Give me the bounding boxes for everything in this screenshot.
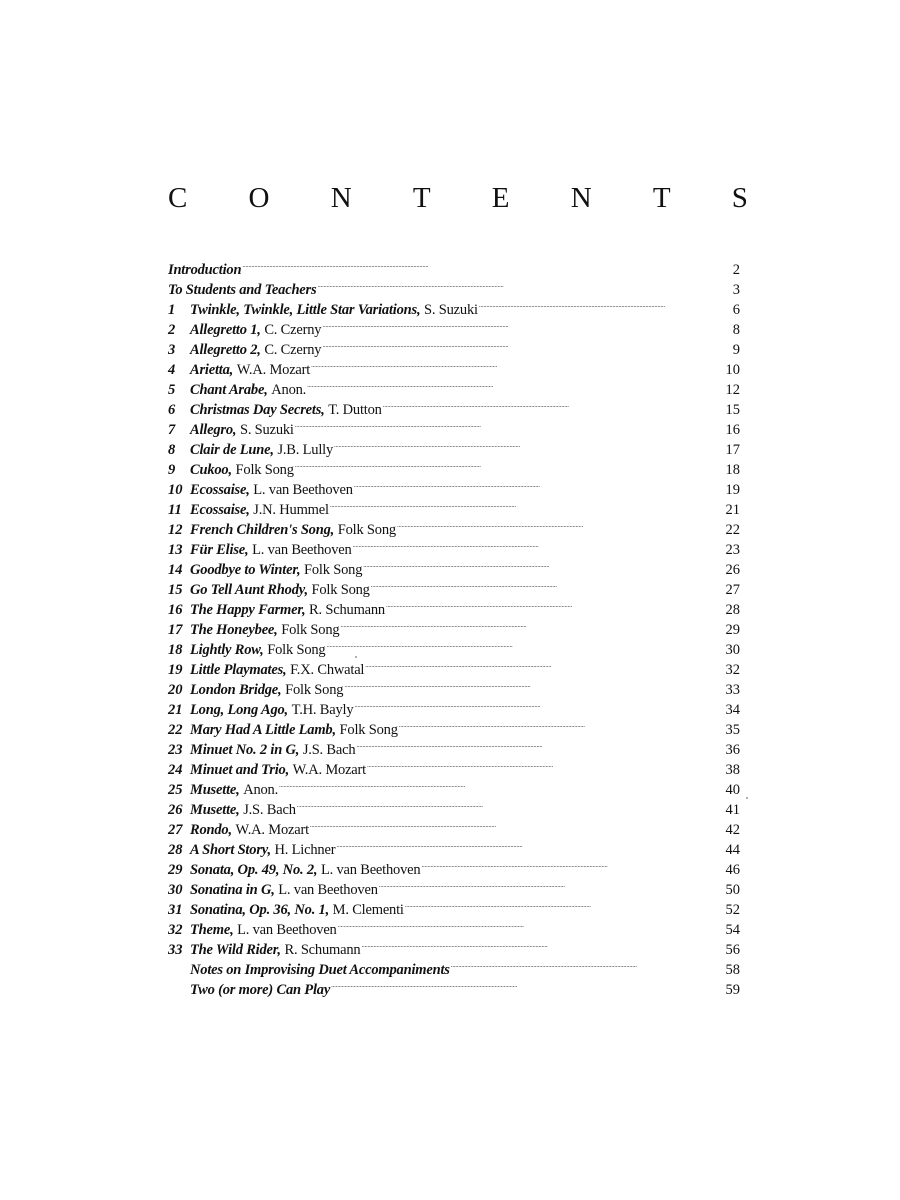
entry-composer: J.N. Hummel bbox=[253, 502, 329, 518]
entry-composer: Anon. bbox=[271, 382, 307, 398]
entry-composer: Folk Song bbox=[311, 582, 370, 598]
entry-page-number: 32 bbox=[725, 662, 740, 678]
entry-composer: L. van Beethoven bbox=[253, 482, 353, 498]
heading-letter: O bbox=[248, 182, 270, 214]
contents-heading bbox=[168, 178, 748, 218]
entry-title: Little Playmates, bbox=[190, 662, 287, 678]
table-of-contents bbox=[168, 254, 740, 998]
entry-page-number: 10 bbox=[725, 362, 740, 378]
heading-letter: S bbox=[731, 182, 748, 214]
entry-page-number: 18 bbox=[725, 462, 740, 478]
dot-leader bbox=[340, 614, 724, 634]
dot-leader bbox=[344, 674, 724, 694]
entry-number: 11 bbox=[168, 502, 182, 518]
entry-number: 19 bbox=[168, 662, 183, 678]
entry-composer: S. Suzuki bbox=[424, 302, 478, 318]
entry-composer: S. Suzuki bbox=[239, 422, 294, 438]
entry-number: 10 bbox=[168, 482, 183, 498]
entry-composer: L. van Beethoven bbox=[252, 542, 352, 558]
entry-title: Christmas Day Secrets, bbox=[190, 402, 325, 418]
entry-page-number: 27 bbox=[725, 582, 740, 598]
scan-speck bbox=[746, 797, 748, 799]
dot-leader bbox=[363, 554, 724, 574]
entry-page-number: 35 bbox=[725, 722, 740, 738]
entry-page-number: 19 bbox=[725, 482, 740, 498]
toc-entry bbox=[168, 274, 740, 298]
dot-leader bbox=[386, 594, 725, 614]
entry-composer: R. Schumann bbox=[284, 942, 361, 958]
entry-title: Musette, bbox=[190, 782, 240, 798]
entry-title: The Wild Rider, bbox=[190, 942, 281, 958]
entry-page-number: 2 bbox=[732, 262, 740, 278]
entry-title: Minuet No. 2 in G, bbox=[190, 742, 300, 758]
entry-title: Minuet and Trio, bbox=[190, 762, 289, 778]
entry-title: London Bridge, bbox=[190, 682, 282, 698]
entry-title: To Students and Teachers bbox=[168, 282, 317, 298]
entry-number: 21 bbox=[168, 702, 183, 718]
entry-title: Sonatina in G, bbox=[190, 882, 275, 898]
entry-page-number: 50 bbox=[725, 882, 740, 898]
entry-number: 16 bbox=[168, 602, 183, 618]
entry-number: 25 bbox=[168, 782, 183, 798]
entry-title: Long, Long Ago, bbox=[190, 702, 288, 718]
entry-page-number: 16 bbox=[725, 422, 740, 438]
entry-title: A Short Story, bbox=[190, 842, 271, 858]
entry-composer: W.A. Mozart bbox=[236, 362, 311, 378]
entry-composer: W.A. Mozart bbox=[292, 762, 366, 778]
entry-title: Ecossaise, bbox=[190, 502, 250, 518]
entry-composer: Folk Song bbox=[337, 522, 396, 538]
dot-leader bbox=[421, 854, 724, 874]
entry-number: 33 bbox=[168, 942, 183, 958]
dot-leader bbox=[338, 914, 725, 934]
entry-page-number: 40 bbox=[725, 782, 740, 798]
entry-title: Allegretto 2, bbox=[190, 342, 261, 358]
dot-leader bbox=[242, 254, 731, 274]
dot-leader bbox=[310, 814, 725, 834]
heading-letter: T bbox=[652, 182, 671, 214]
entry-title: The Happy Farmer, bbox=[190, 602, 306, 618]
dot-leader bbox=[361, 934, 724, 954]
dot-leader bbox=[334, 434, 724, 454]
entry-number: 13 bbox=[168, 542, 183, 558]
entry-composer: L. van Beethoven bbox=[320, 862, 421, 878]
entry-page-number: 56 bbox=[725, 942, 740, 958]
entry-title: Introduction bbox=[168, 262, 242, 278]
entry-page-number: 42 bbox=[725, 822, 740, 838]
entry-number: 27 bbox=[168, 822, 183, 838]
entry-number: 6 bbox=[168, 402, 176, 418]
dot-leader bbox=[307, 374, 724, 394]
entry-composer: T. Dutton bbox=[328, 402, 382, 418]
entry-page-number: 59 bbox=[725, 982, 740, 998]
dot-leader bbox=[279, 774, 724, 794]
dot-leader bbox=[356, 734, 724, 754]
entry-composer: J.S. Bach bbox=[302, 742, 356, 758]
entry-page-number: 21 bbox=[725, 502, 740, 518]
entry-title: Twinkle, Twinkle, Little Star Variations, bbox=[190, 302, 421, 318]
entry-title: Go Tell Aunt Rhody, bbox=[190, 582, 308, 598]
entry-number: 30 bbox=[168, 882, 183, 898]
entry-title: Lightly Row, bbox=[190, 642, 264, 658]
entry-title: Sonata, Op. 49, No. 2, bbox=[190, 862, 318, 878]
entry-number: 23 bbox=[168, 742, 183, 758]
entry-number: 18 bbox=[168, 642, 183, 658]
entry-page-number: 8 bbox=[732, 322, 740, 338]
entry-composer: Anon. bbox=[243, 782, 279, 798]
entry-page-number: 28 bbox=[725, 602, 740, 618]
entry-composer: Folk Song bbox=[304, 562, 363, 578]
heading-letter: N bbox=[570, 182, 592, 214]
entry-page-number: 54 bbox=[725, 922, 740, 938]
entry-page-number: 41 bbox=[725, 802, 740, 818]
entry-page-number: 34 bbox=[725, 702, 740, 718]
dot-leader bbox=[295, 454, 725, 474]
entry-page-number: 36 bbox=[725, 742, 740, 758]
entry-composer: J.S. Bach bbox=[243, 802, 296, 818]
dot-leader bbox=[331, 974, 724, 994]
entry-title: Rondo, bbox=[190, 822, 232, 838]
entry-title: Musette, bbox=[190, 802, 240, 818]
entry-composer: W.A. Mozart bbox=[235, 822, 309, 838]
entry-composer: L. van Beethoven bbox=[237, 922, 337, 938]
entry-number: 3 bbox=[168, 342, 176, 358]
dot-leader bbox=[326, 634, 724, 654]
entry-page-number: 52 bbox=[725, 902, 740, 918]
entry-page-number: 3 bbox=[732, 282, 740, 298]
dot-leader bbox=[297, 794, 725, 814]
entry-page-number: 46 bbox=[725, 862, 740, 878]
entry-page-number: 26 bbox=[725, 562, 740, 578]
entry-title: Allegretto 1, bbox=[190, 322, 261, 338]
entry-title: Chant Arabe, bbox=[190, 382, 268, 398]
heading-letter: T bbox=[412, 182, 431, 214]
entry-title: Notes on Improvising Duet Accompaniments bbox=[190, 962, 450, 978]
toc-entry bbox=[168, 254, 740, 278]
entry-title: Allegro, bbox=[190, 422, 237, 438]
dot-leader bbox=[365, 654, 724, 674]
dot-leader bbox=[354, 694, 724, 714]
entry-number: 12 bbox=[168, 522, 183, 538]
entry-composer: Folk Song bbox=[267, 642, 326, 658]
entry-composer: F.X. Chwatal bbox=[290, 662, 365, 678]
entry-title: Clair de Lune, bbox=[190, 442, 274, 458]
entry-composer: J.B. Lully bbox=[277, 442, 334, 458]
entry-title: Goodbye to Winter, bbox=[190, 562, 301, 578]
entry-title: The Honeybee, bbox=[190, 622, 278, 638]
dot-leader bbox=[353, 534, 725, 554]
dot-leader bbox=[367, 754, 725, 774]
entry-title: Cukoo, bbox=[190, 462, 232, 478]
entry-composer: Folk Song bbox=[235, 462, 294, 478]
dot-leader bbox=[322, 314, 731, 334]
entry-number: 4 bbox=[168, 362, 176, 378]
entry-page-number: 23 bbox=[725, 542, 740, 558]
entry-title: Arietta, bbox=[190, 362, 234, 378]
entry-composer: Folk Song bbox=[281, 622, 340, 638]
dot-leader bbox=[354, 474, 725, 494]
entry-page-number: 15 bbox=[725, 402, 740, 418]
dot-leader bbox=[322, 334, 731, 354]
entry-page-number: 12 bbox=[725, 382, 740, 398]
dot-leader bbox=[399, 714, 725, 734]
entry-number: 5 bbox=[168, 382, 176, 398]
heading-letter: N bbox=[330, 182, 352, 214]
entry-composer: L. van Beethoven bbox=[278, 882, 378, 898]
entry-number: 1 bbox=[168, 302, 176, 318]
entry-number: 8 bbox=[168, 442, 176, 458]
entry-title: Ecossaise, bbox=[190, 482, 250, 498]
entry-number: 7 bbox=[168, 422, 176, 438]
dot-leader bbox=[405, 894, 725, 914]
heading-letter: C bbox=[168, 182, 188, 214]
entry-number: 15 bbox=[168, 582, 183, 598]
entry-composer: R. Schumann bbox=[309, 602, 385, 618]
entry-page-number: 9 bbox=[732, 342, 740, 358]
entry-number: 24 bbox=[168, 762, 183, 778]
entry-page-number: 22 bbox=[725, 522, 740, 538]
entry-page-number: 33 bbox=[725, 682, 740, 698]
dot-leader bbox=[371, 574, 725, 594]
entry-composer: H. Lichner bbox=[274, 842, 336, 858]
entry-page-number: 44 bbox=[725, 842, 740, 858]
entry-page-number: 6 bbox=[732, 302, 740, 318]
entry-number: 22 bbox=[168, 722, 183, 738]
entry-number: 14 bbox=[168, 562, 183, 578]
entry-title: French Children's Song, bbox=[190, 522, 335, 538]
dot-leader bbox=[317, 274, 731, 294]
entry-composer: Folk Song bbox=[339, 722, 398, 738]
entry-title: Theme, bbox=[190, 922, 234, 938]
entry-title: Mary Had A Little Lamb, bbox=[190, 722, 336, 738]
heading-letter: E bbox=[491, 182, 510, 214]
dot-leader bbox=[295, 414, 725, 434]
entry-title: Sonatina, Op. 36, No. 1, bbox=[190, 902, 330, 918]
entry-page-number: 17 bbox=[725, 442, 740, 458]
entry-page-number: 29 bbox=[725, 622, 740, 638]
entry-number: 17 bbox=[168, 622, 183, 638]
dot-leader bbox=[311, 354, 724, 374]
entry-composer: M. Clementi bbox=[332, 902, 404, 918]
dot-leader bbox=[397, 514, 725, 534]
entry-number: 31 bbox=[168, 902, 183, 918]
entry-number: 9 bbox=[168, 462, 176, 478]
entry-number: 28 bbox=[168, 842, 183, 858]
dot-leader bbox=[336, 834, 724, 854]
entry-page-number: 30 bbox=[725, 642, 740, 658]
entry-number: 32 bbox=[168, 922, 183, 938]
entry-composer: Folk Song bbox=[285, 682, 344, 698]
entry-title: Für Elise, bbox=[190, 542, 249, 558]
entry-composer: C. Czerny bbox=[264, 342, 322, 358]
entry-title: Two (or more) Can Play bbox=[190, 982, 331, 998]
dot-leader bbox=[379, 874, 725, 894]
entry-page-number: 38 bbox=[725, 762, 740, 778]
entry-composer: C. Czerny bbox=[264, 322, 322, 338]
entry-number: 2 bbox=[168, 322, 176, 338]
dot-leader bbox=[451, 954, 725, 974]
entry-page-number: 58 bbox=[725, 962, 740, 978]
scan-speck bbox=[355, 656, 357, 658]
dot-leader bbox=[479, 294, 732, 314]
entry-number: 20 bbox=[168, 682, 183, 698]
entry-number: 26 bbox=[168, 802, 183, 818]
dot-leader bbox=[330, 494, 725, 514]
entry-composer: T.H. Bayly bbox=[291, 702, 354, 718]
dot-leader bbox=[383, 394, 725, 414]
entry-number: 29 bbox=[168, 862, 183, 878]
